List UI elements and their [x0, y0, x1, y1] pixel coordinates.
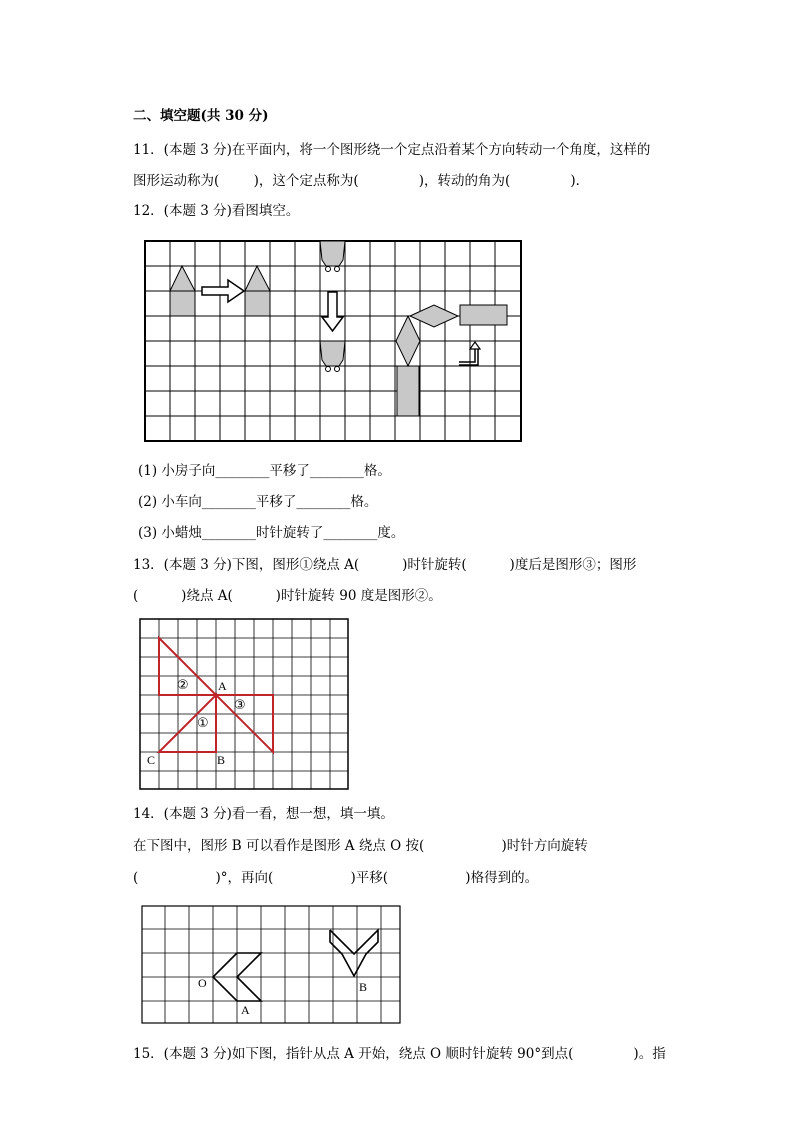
q13-line2: ( )绕点 A( )时针旋转 90 度是图形②。: [133, 588, 442, 604]
q12-grid-figure: [144, 240, 524, 444]
label-shape-b: B: [359, 980, 368, 994]
label-point-o: O: [198, 976, 207, 990]
label-circle-2: ②: [177, 678, 189, 693]
house-shape-right: [245, 266, 270, 316]
house-shape-left: [170, 266, 195, 316]
q12-sub3: (3) 小蜡烛________时针旋转了________度。: [138, 525, 405, 541]
label-circle-3: ③: [234, 698, 246, 713]
q13-grid-figure: [139, 618, 351, 790]
section-title: 二、填空题(共 30 分): [133, 108, 269, 124]
car-shape-top: [320, 241, 345, 272]
q15-line1: 15．(本题 3 分)如下图，指针从点 A 开始，绕点 O 顺时针旋转 90°到点( )。指: [133, 1046, 666, 1062]
q14-grid-lines: [142, 906, 400, 1023]
label-point-c: C: [147, 753, 156, 767]
q12-stem: 12．(本题 3 分)看图填空。: [133, 203, 300, 219]
q14-grid-figure: [141, 905, 403, 1025]
q12-sub2: (2) 小车向________平移了________格。: [138, 494, 378, 510]
right-arrow-shape: [202, 280, 244, 302]
car-shape-bottom: [320, 341, 345, 372]
candle-shape-horizontal: [410, 305, 507, 327]
down-arrow-shape: [322, 292, 343, 331]
q14-line2: ( )°，再向( )平移( )格得到的。: [133, 870, 539, 886]
q11-line2: 图形运动称为( )，这个定点称为( )，转动的角为( )．: [133, 173, 590, 189]
label-shape-a: A: [241, 1003, 250, 1017]
q14-stem: 14．(本题 3 分)看一看，想一想，填一填。: [133, 806, 394, 822]
candle-shape-vertical: [396, 316, 420, 416]
q12-sub1: (1) 小房子向________平移了________格。: [138, 463, 391, 479]
q11-line1: 11．(本题 3 分)在平面内，将一个图形绕一个定点沿着某个方向转动一个角度，这样的: [133, 142, 651, 158]
label-circle-1: ①: [197, 716, 209, 731]
q14-line1: 在下图中，图形 B 可以看作是图形 A 绕点 O 按( )时针方向旋转: [133, 838, 588, 854]
q13-line1: 13．(本题 3 分)下图，图形①绕点 A( )时针旋转( )度后是图形③；图形: [133, 557, 637, 573]
label-point-b: B: [217, 753, 226, 767]
label-point-a: A: [218, 679, 227, 693]
